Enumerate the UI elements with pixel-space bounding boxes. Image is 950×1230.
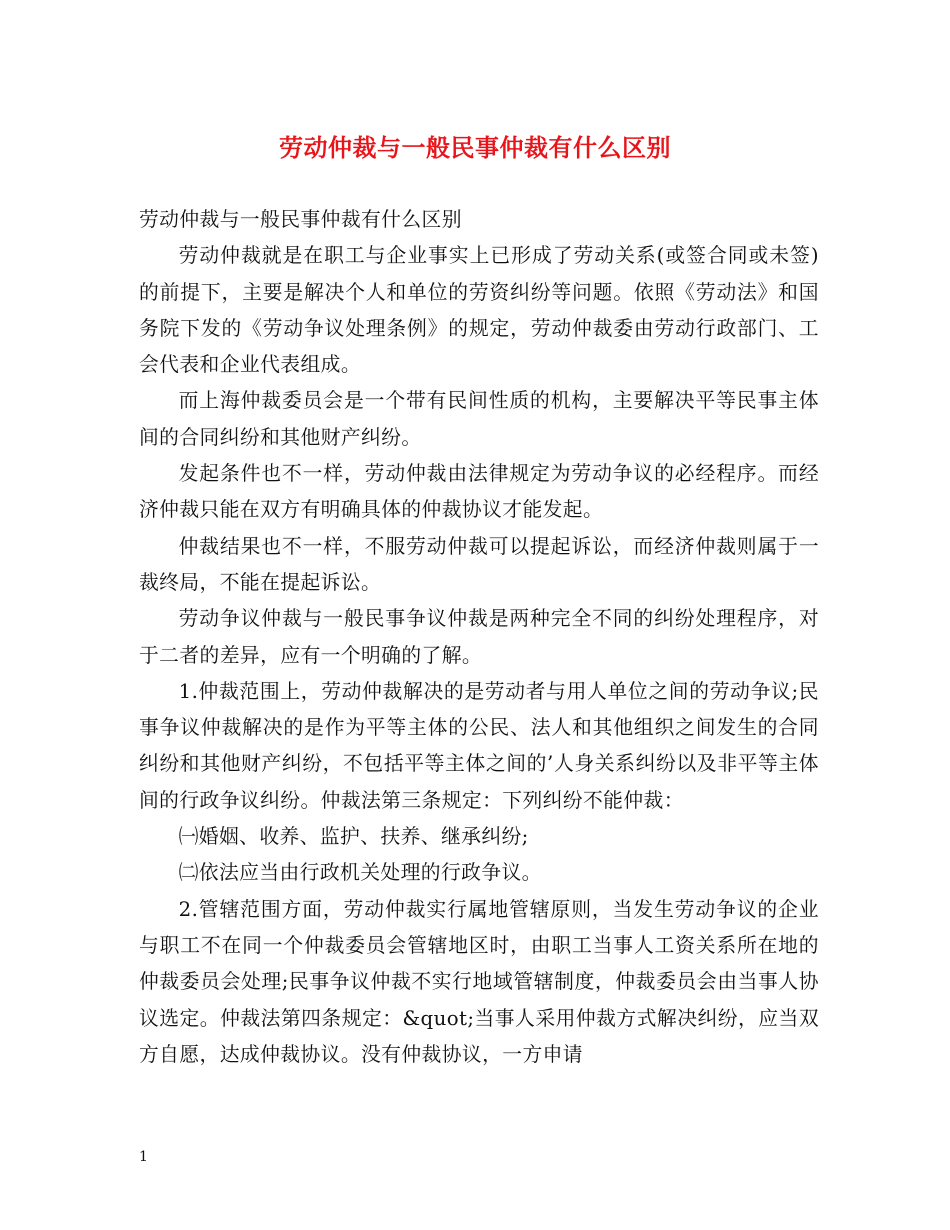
paragraph: 2.管辖范围方面，劳动仲裁实行属地管辖原则，当发生劳动争议的企业与职工不在同一个仲裁委员会管辖地区时，由职工当事人工资关系所在地的仲裁委员会处理;民事争议仲裁不实行地域管辖制度，仲裁委员会由当事人协议选定。仲裁法第四条规定：&quot;当事人采用仲裁方式解决纠纷，应当双方自愿，达成仲裁协议。没有仲裁协议，一方申请: [139, 897, 819, 1066]
document-body: [139, 202, 819, 1073]
paragraph: 而上海仲裁委员会是一个带有民间性质的机构，主要解决平等民事主体间的合同纠纷和其他财产纠纷。: [139, 389, 819, 449]
list-item: ㈠婚姻、收养、监护、扶养、继承纠纷;: [178, 825, 529, 849]
paragraph: 发起条件也不一样，劳动仲裁由法律规定为劳动争议的必经程序。而经济仲裁只能在双方有明确具体的仲裁协议才能发起。: [139, 462, 819, 522]
paragraph: 仲裁结果也不一样，不服劳动仲裁可以提起诉讼，而经济仲裁则属于一裁终局，不能在提起诉讼。: [139, 534, 819, 594]
paragraph: 劳动仲裁就是在职工与企业事实上已形成了劳动关系(或签合同或未签)的前提下，主要是解决个人和单位的劳资纠纷等问题。依照《劳动法》和国务院下发的《劳动争议处理条例》的规定，劳动仲裁委由劳动行政部门、工会代表和企业代表组成。: [139, 244, 819, 377]
paragraph: 1.仲裁范围上，劳动仲裁解决的是劳动者与用人单位之间的劳动争议;民事争议仲裁解决的是作为平等主体的公民、法人和其他组织之间发生的合同纠纷和其他财产纠纷，不包括平等主体之间的’人身关系纠纷以及非平等主体间的行政争议纠纷。仲裁法第三条规定：下列纠纷不能仲裁：: [139, 679, 819, 812]
page-title: 劳动仲裁与一般民事仲裁有什么区别: [279, 133, 671, 162]
paragraph-subtitle: 劳动仲裁与一般民事仲裁有什么区别: [139, 208, 462, 231]
list-item: ㈡依法应当由行政机关处理的行政争议。: [178, 861, 542, 885]
paragraph: 劳动争议仲裁与一般民事争议仲裁是两种完全不同的纠纷处理程序，对于二者的差异，应有一个明确的了解。: [139, 607, 819, 667]
page-number: 1: [139, 1149, 148, 1165]
